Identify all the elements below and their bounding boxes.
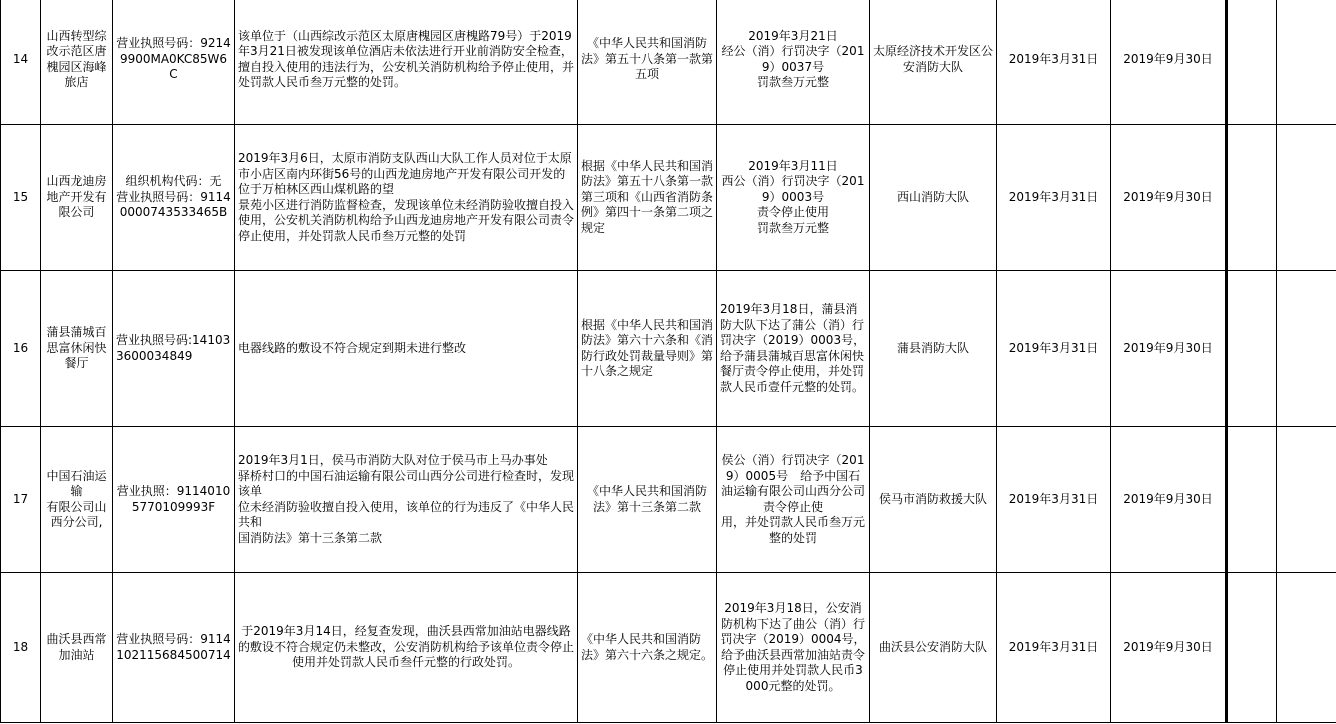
legal-basis-cell: 《中华人民共和国消防法》第五十八条第一款第五项 [578, 0, 717, 125]
license-code-cell: 组织机构代码：无 营业执照号码：91140000743533465B [113, 125, 235, 271]
entity-name-cell: 蒲县蒲城百思富休闲快餐厅 [41, 271, 113, 427]
penalty-decision-cell: 2019年3月11日 西公（消）行罚决字（2019）0003号 责令停止使用 罚款叁万元整 [717, 125, 870, 271]
empty-cell [1277, 271, 1336, 427]
entity-name-cell: 曲沃县西常加油站 [41, 573, 113, 723]
empty-cell [1277, 0, 1336, 125]
authority-cell: 曲沃县公安消防大队 [870, 573, 997, 723]
empty-cell [1277, 573, 1336, 723]
expiry-date-cell: 2019年9月30日 [1111, 573, 1227, 723]
row-index-cell: 18 [1, 573, 41, 723]
publish-date-cell: 2019年3月31日 [997, 427, 1111, 573]
penalty-decision-cell: 2019年3月21日 经公（消）行罚决字（2019）0037号 罚款叁万元整 [717, 0, 870, 125]
empty-cell [1227, 427, 1277, 573]
license-code-cell: 营业执照号码：9114102115684500714 [113, 573, 235, 723]
authority-cell: 西山消防大队 [870, 125, 997, 271]
violation-facts-cell: 于2019年3月14日，经复查发现，曲沃县西常加油站电器线路的敷设不符合规定仍未整改，公安消防机构给予该单位责令停止使用并处罚款人民币叁仟元整的行政处罚。 [235, 573, 578, 723]
expiry-date-cell: 2019年9月30日 [1111, 125, 1227, 271]
empty-cell [1227, 125, 1277, 271]
legal-basis-cell: 《中华人民共和国消防法》第十三条第二款 [578, 427, 717, 573]
penalty-decision-cell: 2019年3月18日，公安消防机构下达了曲公（消）行罚决字（2019）0004号，给予曲沃县西常加油站责令停止使用并处罚款人民币3000元整的处罚。 [717, 573, 870, 723]
table-row [1, 0, 1336, 125]
table-row [1, 427, 1336, 573]
expiry-date-cell: 2019年9月30日 [1111, 271, 1227, 427]
row-index-cell: 15 [1, 125, 41, 271]
row-index-cell: 14 [1, 0, 41, 125]
empty-cell [1227, 573, 1277, 723]
license-code-cell: 营业执照号码:141033600034849 [113, 271, 235, 427]
row-index-cell: 16 [1, 271, 41, 427]
table-row [1, 125, 1336, 271]
violation-facts-cell: 2019年3月1日，侯马市消防大队对位于侯马市上马办事处 驿桥村口的中国石油运输有限公司山西分公司进行检查时，发现该单 位未经消防验收擅自投入使用，该单位的行为违反了《中华人民共和 国消防法》第十三条第二款 [235, 427, 578, 573]
publish-date-cell: 2019年3月31日 [997, 271, 1111, 427]
license-code-cell: 营业执照号码：92149900MA0KC85W6C [113, 0, 235, 125]
entity-name-cell: 山西龙迪房地产开发有限公司 [41, 125, 113, 271]
legal-basis-cell: 《中华人民共和国消防法》第六十六条之规定。 [578, 573, 717, 723]
violation-facts-cell: 电器线路的敷设不符合规定到期未进行整改 [235, 271, 578, 427]
empty-cell [1227, 0, 1277, 125]
entity-name-cell: 山西转型综改示范区唐槐园区海峰旅店 [41, 0, 113, 125]
expiry-date-cell: 2019年9月30日 [1111, 0, 1227, 125]
publish-date-cell: 2019年3月31日 [997, 0, 1111, 125]
legal-basis-cell: 根据《中华人民共和国消防法》第六十六条和《消防行政处罚裁量导则》第十八条之规定 [578, 271, 717, 427]
row-index-cell: 17 [1, 427, 41, 573]
empty-cell [1277, 125, 1336, 271]
publish-date-cell: 2019年3月31日 [997, 125, 1111, 271]
publish-date-cell: 2019年3月31日 [997, 573, 1111, 723]
table-row [1, 573, 1336, 723]
empty-cell [1227, 271, 1277, 427]
expiry-date-cell: 2019年9月30日 [1111, 427, 1227, 573]
legal-basis-cell: 根据《中华人民共和国消防法》第五十八条第一款第三项和《山西省消防条例》第四十一条第二项之规定 [578, 125, 717, 271]
authority-cell: 蒲县消防大队 [870, 271, 997, 427]
penalty-decision-cell: 2019年3月18日，蒲县消防大队下达了蒲公（消）行罚决字（2019）0003号，给予蒲县蒲城百思富休闲快餐厅责令停止使用，并处罚款人民币壹仟元整的处罚。 [717, 271, 870, 427]
violation-facts-cell: 该单位于（山西综改示范区太原唐槐园区唐槐路79号）于2019年3月21日被发现该单位酒店未依法进行开业前消防安全检查，擅自投入使用的违法行为，公安机关消防机构给予停止使用，并处罚款人民币叁万元整的处罚。 [235, 0, 578, 125]
table-row [1, 271, 1336, 427]
penalty-decision-cell: 侯公（消）行罚决字（2019）0005号 给予中国石油运输有限公司山西分公司责令停止使 用，并处罚款人民币叁万元整的处罚 [717, 427, 870, 573]
empty-cell [1277, 427, 1336, 573]
license-code-cell: 营业执照：91140105770109993F [113, 427, 235, 573]
violation-facts-cell: 2019年3月6日，太原市消防支队西山大队工作人员对位于太原市小店区南内环街56号的山西龙迪房地产开发有限公司开发的位于万柏林区西山煤机路的望 景苑小区进行消防监督检查，发现该单位未经消防验收擅自投入使用，公安机关消防机构给予山西龙迪房地产开发有限公司责令停止使用，并处罚款人民币叁万元整的处罚 [235, 125, 578, 271]
authority-cell: 侯马市消防救援大队 [870, 427, 997, 573]
authority-cell: 太原经济技术开发区公安消防大队 [870, 0, 997, 125]
entity-name-cell: 中国石油运输 有限公司山西分公司, [41, 427, 113, 573]
